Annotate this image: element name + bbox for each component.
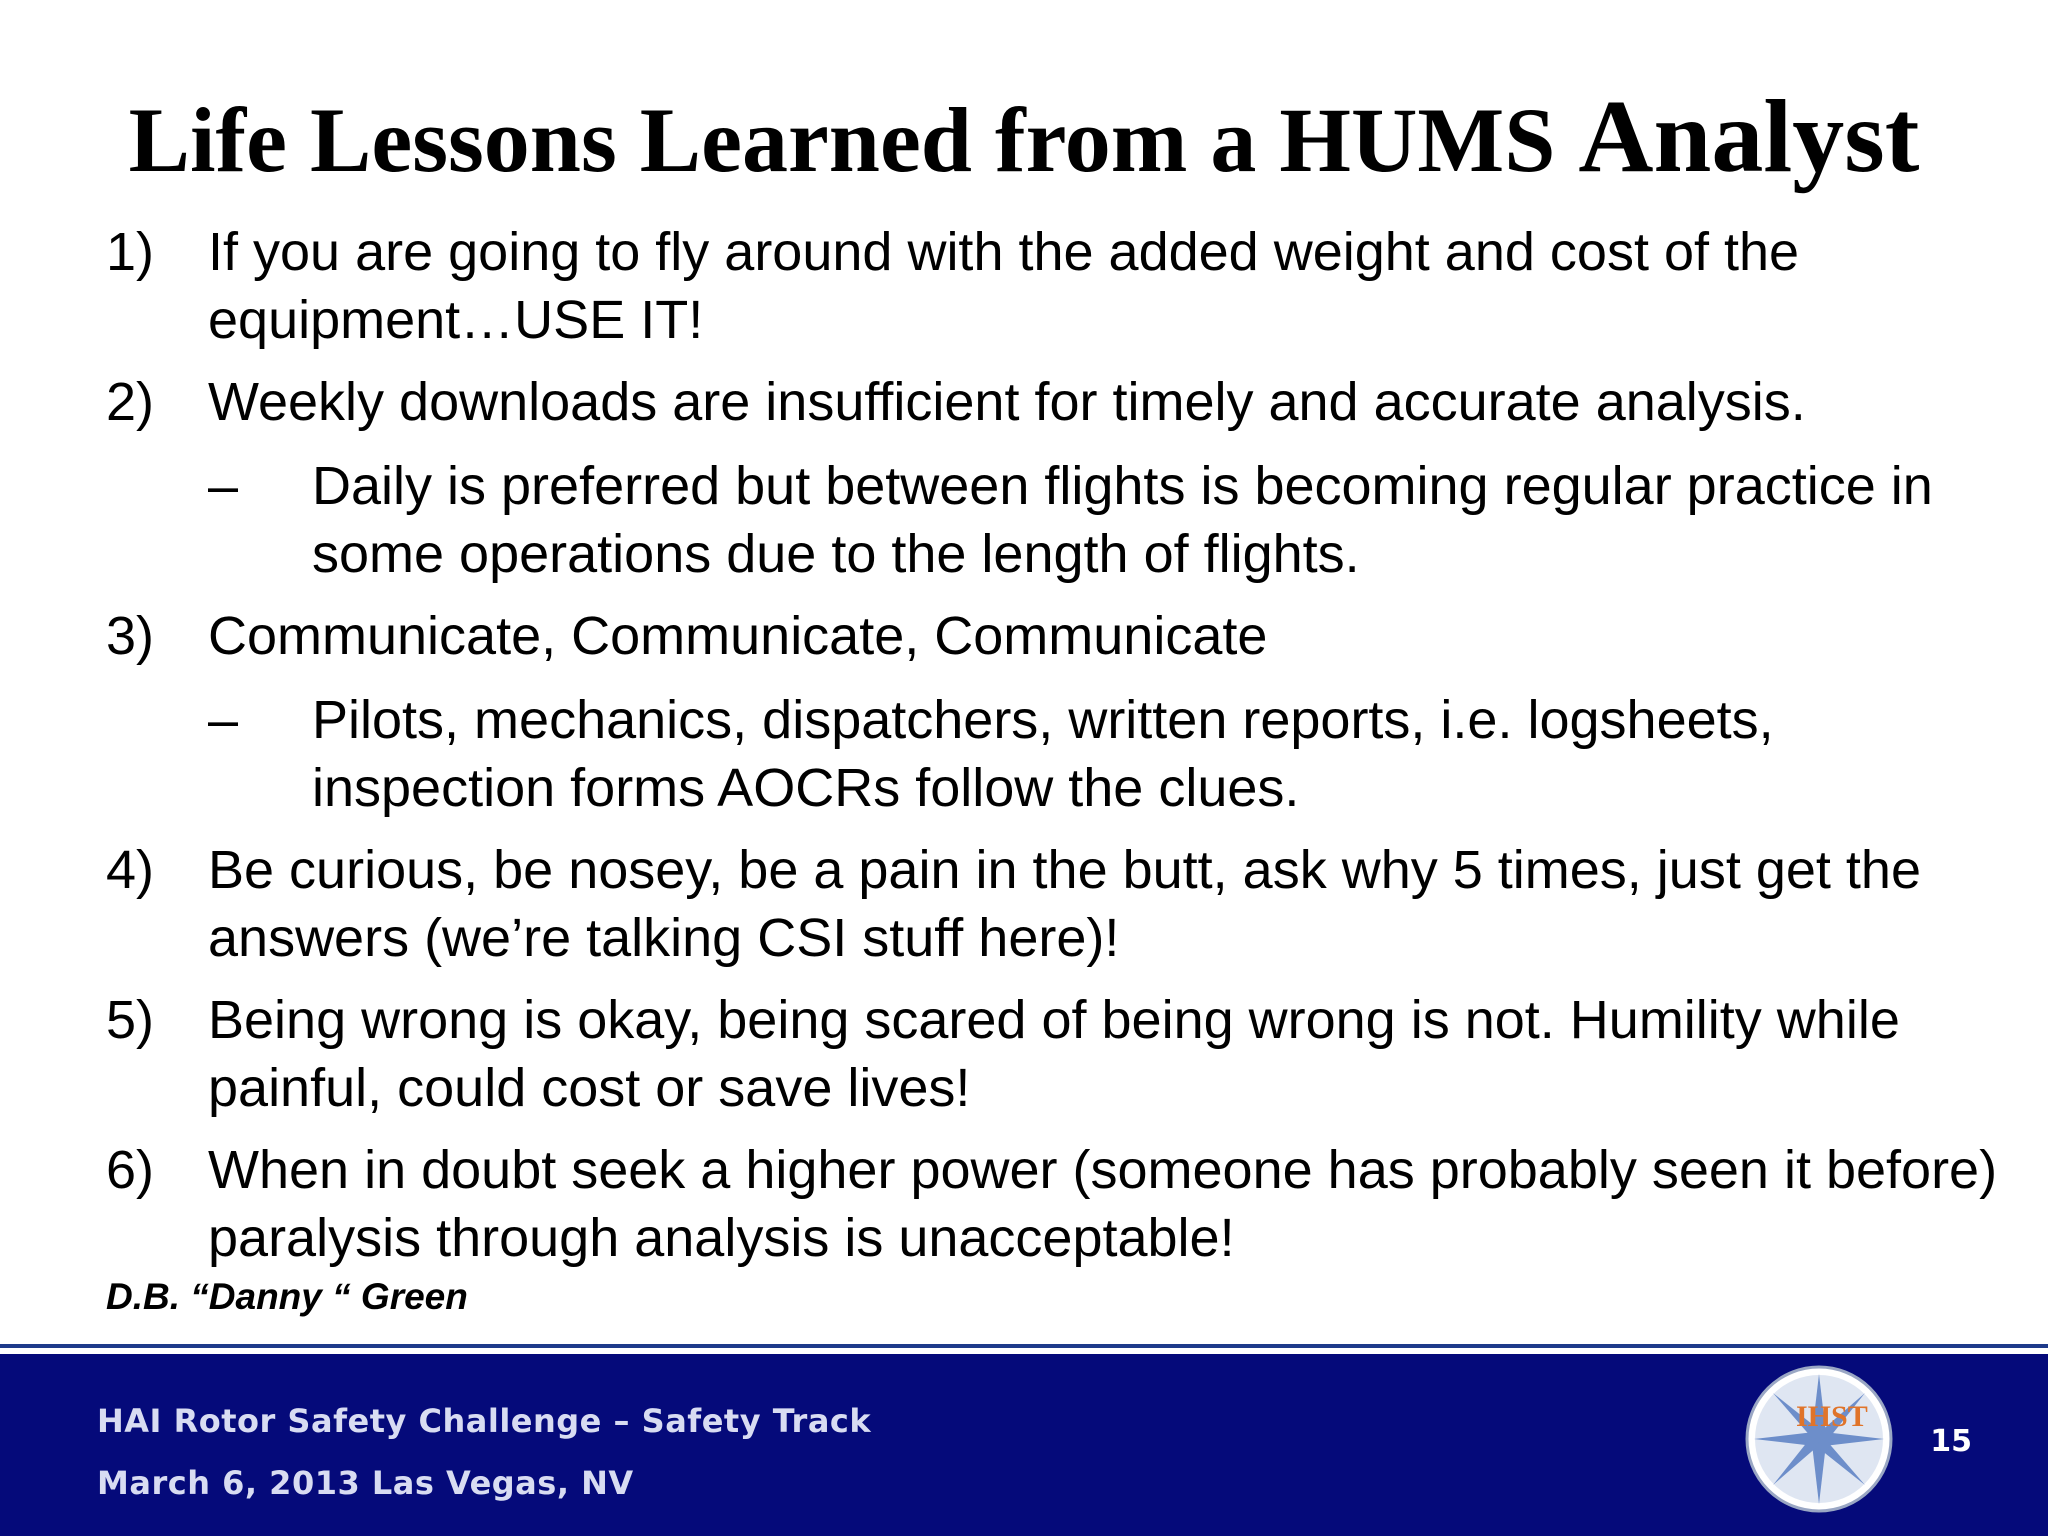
page-number: 15: [1930, 1424, 1972, 1459]
lesson-item-1: [106, 218, 2006, 354]
slide-footer: [0, 1354, 2048, 1536]
lesson-item-6: [106, 1136, 2006, 1272]
lessons-list: [106, 218, 2006, 1286]
logo-lettering: IHST: [1796, 1400, 1868, 1433]
subitem-dash: –: [208, 456, 239, 516]
lesson-item-3: [106, 602, 2006, 822]
lesson-text: Communicate, Communicate, Communicate: [208, 606, 1268, 666]
slide-title-main: Life Lessons Learned from a HUMS: [128, 89, 1556, 191]
subitem-dash: –: [208, 690, 239, 750]
subitem-text: Pilots, mechanics, dispatchers, written reports, i.e. logsheets, inspection forms AOCRs follow the clues.: [312, 690, 1774, 818]
footer-event-title: HAI Rotor Safety Challenge – Safety Track: [97, 1402, 872, 1440]
lesson-text: Weekly downloads are insufficient for timely and accurate analysis.: [208, 372, 1806, 432]
lesson-item-4: [106, 836, 2006, 972]
slide-title-end: Analyst: [1578, 79, 1920, 194]
slide-title: [0, 79, 2048, 195]
lesson-number: 5): [106, 990, 155, 1050]
lesson-item-5: [106, 986, 2006, 1122]
lesson-number: 4): [106, 840, 155, 900]
subitem-text: Daily is preferred but between flights is becoming regular practice in some operations due to the length of flights.: [312, 456, 1933, 584]
author-credit: D.B. “Danny “ Green: [106, 1276, 468, 1317]
lesson-text: When in doubt seek a higher power (someone has probably seen it before) paralysis through analysis is unacceptable!: [208, 1140, 1998, 1268]
lesson-number: 6): [106, 1140, 155, 1200]
lesson-subitem: [106, 452, 2006, 588]
lesson-item-2: [106, 368, 2006, 588]
lesson-number: 1): [106, 222, 155, 282]
footer-divider: [0, 1344, 2048, 1348]
lesson-text: Be curious, be nosey, be a pain in the butt, ask why 5 times, just get the answers (we’re talking CSI stuff here)!: [208, 840, 1921, 968]
lesson-text: Being wrong is okay, being scared of being wrong is not. Humility while painful, could cost or save lives!: [208, 990, 1900, 1118]
ihst-logo-icon: [1744, 1364, 1894, 1514]
lesson-number: 3): [106, 606, 155, 666]
lesson-number: 2): [106, 372, 155, 432]
footer-event-date: March 6, 2013 Las Vegas, NV: [97, 1464, 634, 1502]
lesson-subitem: [106, 686, 2006, 822]
lesson-text: If you are going to fly around with the added weight and cost of the equipment…USE IT!: [208, 222, 1800, 350]
